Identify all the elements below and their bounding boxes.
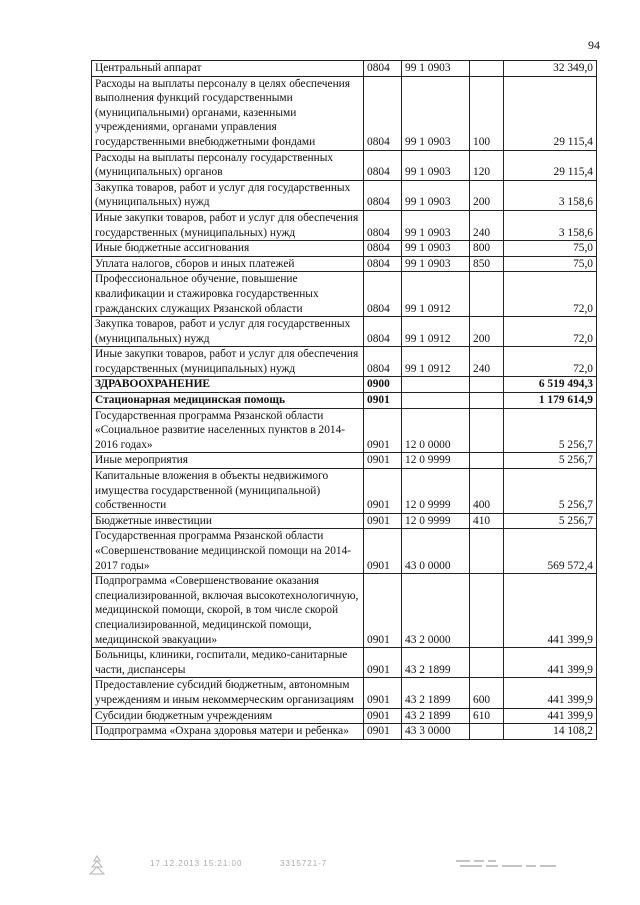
- row-expense-type-cell: 120: [470, 150, 504, 180]
- row-target-article-cell: 99 1 0912: [402, 317, 470, 347]
- row-section-cell: 0901: [364, 678, 402, 708]
- row-amount-cell: 441 399,9: [504, 574, 597, 648]
- row-section-cell: 0804: [364, 241, 402, 257]
- row-target-article-cell: [402, 393, 470, 409]
- row-name-cell: Закупка товаров, работ и услуг для государственных (муниципальных) нужд: [92, 180, 364, 210]
- row-section-cell: 0901: [364, 513, 402, 529]
- table-row: [92, 241, 597, 257]
- row-name-cell: Расходы на выплаты персоналу в целях обеспечения выполнения функций государственными (муниципальными) органами, казенными учреждениями, органами управления государственными внебюджетными фондами: [92, 76, 364, 150]
- row-name-cell: Бюджетные инвестиции: [92, 513, 364, 529]
- row-expense-type-cell: 410: [470, 513, 504, 529]
- table-row: [92, 574, 597, 648]
- row-expense-type-cell: 200: [470, 317, 504, 347]
- row-target-article-cell: 99 1 0903: [402, 76, 470, 150]
- row-name-cell: Стационарная медицинская помощь: [92, 393, 364, 409]
- row-name-cell: Иные мероприятия: [92, 453, 364, 469]
- row-section-cell: 0804: [364, 347, 402, 377]
- row-target-article-cell: 43 3 0000: [402, 724, 470, 740]
- footer-datetime: 17.12.2013 15:21:00: [150, 859, 243, 868]
- row-amount-cell: 441 399,9: [504, 678, 597, 708]
- table-row: [92, 180, 597, 210]
- row-name-cell: Подпрограмма «Охрана здоровья матери и ребенка»: [92, 724, 364, 740]
- row-section-cell: 0804: [364, 272, 402, 317]
- table-row: [92, 76, 597, 150]
- row-name-cell: Иные закупки товаров, работ и услуг для обеспечения государственных (муниципальных) нужд: [92, 347, 364, 377]
- table-row: [92, 724, 597, 740]
- row-target-article-cell: 43 0 0000: [402, 529, 470, 574]
- row-amount-cell: 29 115,4: [504, 76, 597, 150]
- row-expense-type-cell: [470, 529, 504, 574]
- row-name-cell: Государственная программа Рязанской области «Социальное развитие населенных пунктов в 2014-2016 годах»: [92, 408, 364, 453]
- row-target-article-cell: 99 1 0912: [402, 347, 470, 377]
- row-target-article-cell: 99 1 0903: [402, 210, 470, 240]
- row-name-cell: Капитальные вложения в объекты недвижимого имущества государственной (муниципальной) собственности: [92, 469, 364, 514]
- document-footer: [86, 856, 566, 874]
- table-row: [92, 513, 597, 529]
- row-expense-type-cell: [470, 61, 504, 77]
- row-section-cell: 0901: [364, 408, 402, 453]
- row-amount-cell: 14 108,2: [504, 724, 597, 740]
- table-row: [92, 453, 597, 469]
- row-amount-cell: 3 158,6: [504, 180, 597, 210]
- row-target-article-cell: 12 0 9999: [402, 513, 470, 529]
- row-amount-cell: 6 519 494,3: [504, 377, 597, 393]
- table-row: [92, 256, 597, 272]
- row-target-article-cell: 43 2 1899: [402, 708, 470, 724]
- row-name-cell: Расходы на выплаты персоналу государственных (муниципальных) органов: [92, 150, 364, 180]
- row-expense-type-cell: 850: [470, 256, 504, 272]
- table-row: [92, 648, 597, 678]
- row-section-cell: 0901: [364, 574, 402, 648]
- row-expense-type-cell: [470, 393, 504, 409]
- row-amount-cell: 72,0: [504, 347, 597, 377]
- row-target-article-cell: 99 1 0903: [402, 61, 470, 77]
- row-target-article-cell: 12 0 9999: [402, 469, 470, 514]
- row-section-cell: 0901: [364, 469, 402, 514]
- row-amount-cell: 3 158,6: [504, 210, 597, 240]
- row-amount-cell: 32 349,0: [504, 61, 597, 77]
- row-target-article-cell: [402, 377, 470, 393]
- row-section-cell: 0804: [364, 150, 402, 180]
- row-target-article-cell: 43 2 1899: [402, 648, 470, 678]
- row-expense-type-cell: 600: [470, 678, 504, 708]
- table-row: [92, 393, 597, 409]
- table-row: [92, 708, 597, 724]
- table-row: [92, 61, 597, 77]
- row-name-cell: Подпрограмма «Совершенствование оказания специализированной, включая высокотехнологичную, медицинской помощи, скорой, в том числе скорой специализированной, медицинской помощи, медицинской эвакуации»: [92, 574, 364, 648]
- row-target-article-cell: 99 1 0903: [402, 180, 470, 210]
- row-target-article-cell: 99 1 0903: [402, 241, 470, 257]
- table-row: [92, 347, 597, 377]
- row-expense-type-cell: [470, 272, 504, 317]
- row-expense-type-cell: 200: [470, 180, 504, 210]
- row-section-cell: 0901: [364, 724, 402, 740]
- row-name-cell: Закупка товаров, работ и услуг для государственных (муниципальных) нужд: [92, 317, 364, 347]
- row-expense-type-cell: 240: [470, 347, 504, 377]
- table-row: [92, 210, 597, 240]
- row-amount-cell: 569 572,4: [504, 529, 597, 574]
- row-expense-type-cell: [470, 453, 504, 469]
- row-name-cell: Субсидии бюджетным учреждениям: [92, 708, 364, 724]
- row-amount-cell: 75,0: [504, 256, 597, 272]
- row-expense-type-cell: 240: [470, 210, 504, 240]
- row-amount-cell: 1 179 614,9: [504, 393, 597, 409]
- row-target-article-cell: 99 1 0912: [402, 272, 470, 317]
- row-amount-cell: 75,0: [504, 241, 597, 257]
- row-name-cell: Предоставление субсидий бюджетным, автономным учреждениям и иным некоммерческим организациям: [92, 678, 364, 708]
- row-target-article-cell: 99 1 0903: [402, 150, 470, 180]
- page-number: 94: [588, 38, 600, 52]
- row-expense-type-cell: [470, 724, 504, 740]
- row-name-cell: Иные бюджетные ассигнования: [92, 241, 364, 257]
- row-amount-cell: 5 256,7: [504, 453, 597, 469]
- table-row: [92, 408, 597, 453]
- row-name-cell: Уплата налогов, сборов и иных платежей: [92, 256, 364, 272]
- row-section-cell: 0901: [364, 529, 402, 574]
- row-expense-type-cell: 400: [470, 469, 504, 514]
- row-expense-type-cell: [470, 377, 504, 393]
- table-row: [92, 469, 597, 514]
- row-target-article-cell: 12 0 9999: [402, 453, 470, 469]
- row-amount-cell: 5 256,7: [504, 513, 597, 529]
- row-section-cell: 0901: [364, 648, 402, 678]
- row-amount-cell: 72,0: [504, 272, 597, 317]
- row-amount-cell: 441 399,9: [504, 708, 597, 724]
- row-section-cell: 0901: [364, 393, 402, 409]
- table-row: [92, 272, 597, 317]
- row-expense-type-cell: 610: [470, 708, 504, 724]
- table-row: [92, 150, 597, 180]
- row-section-cell: 0804: [364, 76, 402, 150]
- row-expense-type-cell: [470, 648, 504, 678]
- budget-table-body: [92, 61, 597, 740]
- row-expense-type-cell: 800: [470, 241, 504, 257]
- row-name-cell: Больницы, клиники, госпитали, медико-санитарные части, диспансеры: [92, 648, 364, 678]
- row-amount-cell: 5 256,7: [504, 408, 597, 453]
- row-expense-type-cell: 100: [470, 76, 504, 150]
- row-target-article-cell: 12 0 0000: [402, 408, 470, 453]
- row-expense-type-cell: [470, 574, 504, 648]
- row-expense-type-cell: [470, 408, 504, 453]
- table-row: [92, 377, 597, 393]
- row-section-cell: 0900: [364, 377, 402, 393]
- row-amount-cell: 29 115,4: [504, 150, 597, 180]
- budget-table: [91, 60, 597, 740]
- row-name-cell: Иные закупки товаров, работ и услуг для обеспечения государственных (муниципальных) нужд: [92, 210, 364, 240]
- row-section-cell: 0804: [364, 180, 402, 210]
- row-name-cell: Центральный аппарат: [92, 61, 364, 77]
- table-row: [92, 678, 597, 708]
- scan-smudge-icon: [454, 858, 564, 870]
- table-row: [92, 529, 597, 574]
- registration-stamp-icon: [86, 854, 108, 876]
- row-amount-cell: 5 256,7: [504, 469, 597, 514]
- row-section-cell: 0804: [364, 210, 402, 240]
- row-section-cell: 0901: [364, 708, 402, 724]
- footer-document-code: 3315721-7: [280, 859, 328, 868]
- row-section-cell: 0804: [364, 61, 402, 77]
- row-section-cell: 0804: [364, 317, 402, 347]
- table-row: [92, 317, 597, 347]
- row-target-article-cell: 43 2 1899: [402, 678, 470, 708]
- row-amount-cell: 441 399,9: [504, 648, 597, 678]
- row-amount-cell: 72,0: [504, 317, 597, 347]
- row-section-cell: 0901: [364, 453, 402, 469]
- row-name-cell: Государственная программа Рязанской области «Совершенствование медицинской помощи на 2014-2017 годы»: [92, 529, 364, 574]
- row-name-cell: Профессиональное обучение, повышение квалификации и стажировка государственных гражданских служащих Рязанской области: [92, 272, 364, 317]
- row-target-article-cell: 99 1 0903: [402, 256, 470, 272]
- row-name-cell: ЗДРАВООХРАНЕНИЕ: [92, 377, 364, 393]
- row-section-cell: 0804: [364, 256, 402, 272]
- row-target-article-cell: 43 2 0000: [402, 574, 470, 648]
